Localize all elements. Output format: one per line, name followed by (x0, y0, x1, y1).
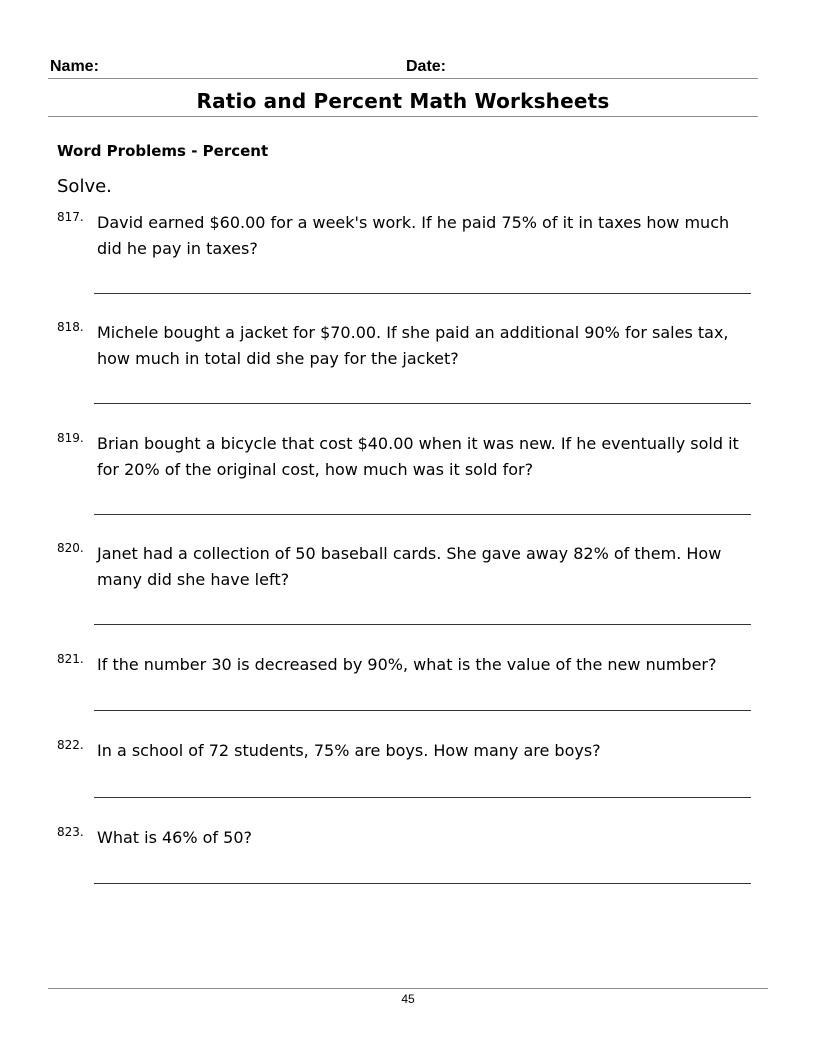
answer-line[interactable] (94, 797, 751, 798)
problem-text: Janet had a collection of 50 baseball cards. She gave away 82% of them. How many did she have left? (97, 544, 722, 589)
problem-number: 819. (57, 431, 84, 445)
problem-text: Michele bought a jacket for $70.00. If she paid an additional 90% for sales tax, how much in total did she pay for the jacket? (97, 323, 729, 368)
problem-number: 818. (57, 320, 84, 334)
footer-divider (48, 988, 768, 989)
problem-number: 821. (57, 652, 84, 666)
header-divider (48, 78, 758, 79)
answer-line[interactable] (94, 403, 751, 404)
instruction-text: Solve. (57, 176, 112, 197)
answer-line[interactable] (94, 710, 751, 711)
problem-text: Brian bought a bicycle that cost $40.00 when it was new. If he eventually sold it for 20% of the original cost, how much was it sold for? (97, 434, 739, 479)
answer-line[interactable] (94, 883, 751, 884)
name-label: Name: (50, 58, 99, 75)
page-number: 45 (401, 992, 415, 1006)
section-heading: Word Problems - Percent (57, 142, 269, 160)
problem-number: 817. (57, 210, 84, 224)
problem-text: David earned $60.00 for a week's work. If he paid 75% of it in taxes how much did he pay in taxes? (97, 213, 730, 258)
header-row (50, 58, 758, 78)
title-divider (48, 116, 758, 117)
page-title: Ratio and Percent Math Worksheets (196, 89, 610, 113)
problem-text: If the number 30 is decreased by 90%, what is the value of the new number? (97, 655, 717, 674)
answer-line[interactable] (94, 624, 751, 625)
problem-text: What is 46% of 50? (97, 828, 252, 847)
problem-number: 820. (57, 541, 84, 555)
answer-line[interactable] (94, 293, 751, 294)
problem-text: In a school of 72 students, 75% are boys. How many are boys? (97, 741, 601, 760)
date-label: Date: (406, 58, 447, 75)
problem-number: 823. (57, 825, 84, 839)
problem-number: 822. (57, 738, 84, 752)
answer-line[interactable] (94, 514, 751, 515)
